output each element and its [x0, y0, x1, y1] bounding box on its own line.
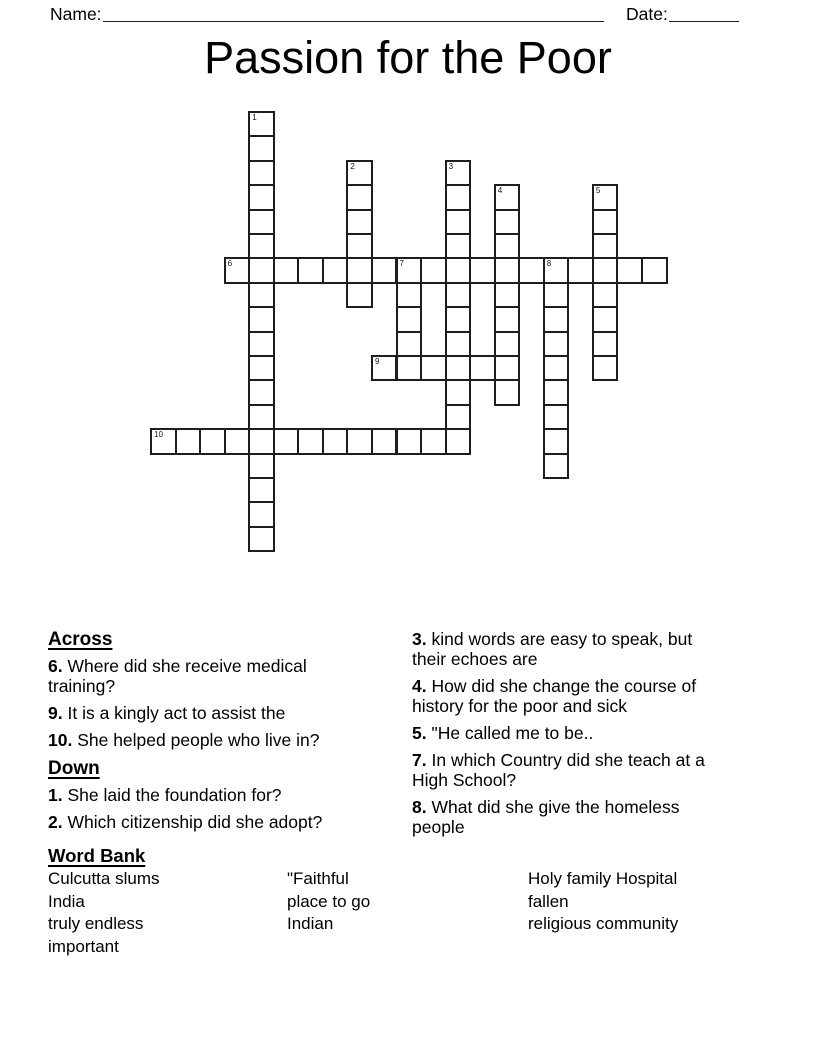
- crossword-cell[interactable]: [445, 160, 472, 186]
- cell-number-label: 9: [374, 357, 380, 366]
- page-title: Passion for the Poor: [204, 32, 612, 83]
- clue-text: It is a kingly act to assist the: [67, 703, 286, 723]
- clues-right-column: [412, 629, 722, 844]
- crossword-cell[interactable]: [322, 428, 349, 454]
- crossword-cell[interactable]: [494, 331, 521, 357]
- word-bank-item: "Faithful: [287, 869, 349, 888]
- clues-left-column: [48, 630, 378, 839]
- crossword-cell[interactable]: [592, 209, 619, 235]
- crossword-cell[interactable]: [445, 282, 472, 308]
- cell-number-label: 7: [399, 259, 404, 269]
- clue-text: "He called me to be..: [431, 723, 594, 743]
- word-bank-item: India: [48, 891, 85, 911]
- clue-text: She laid the foundation for?: [67, 785, 282, 805]
- crossword-cell[interactable]: [224, 257, 251, 283]
- crossword-cell[interactable]: [248, 355, 275, 381]
- crossword-cell[interactable]: [445, 428, 472, 454]
- crossword-cell[interactable]: [494, 257, 521, 283]
- name-label: Name:: [50, 4, 102, 24]
- crossword-cell[interactable]: [346, 233, 373, 259]
- crossword-cell[interactable]: [396, 282, 423, 308]
- crossword-cell[interactable]: [396, 355, 423, 381]
- crossword-cell[interactable]: [445, 209, 472, 235]
- crossword-cell[interactable]: [543, 355, 570, 381]
- crossword-cell[interactable]: [175, 428, 202, 454]
- crossword-cell[interactable]: [248, 501, 275, 527]
- word-bank-item: place to go: [287, 891, 371, 911]
- crossword-cell[interactable]: [273, 257, 300, 283]
- cell-number-label: 4: [497, 186, 503, 196]
- crossword-cell[interactable]: [248, 428, 275, 454]
- clue-number: 5.: [412, 723, 427, 743]
- date-label: Date:: [626, 4, 668, 24]
- crossword-cell[interactable]: [592, 331, 619, 357]
- clue-text: What did she give the homeless people: [412, 797, 680, 837]
- clue-number: 4.: [412, 676, 427, 696]
- crossword-cell[interactable]: [469, 355, 496, 381]
- clue-4: [412, 676, 722, 716]
- clue-number: 7.: [412, 750, 427, 770]
- crossword-cell[interactable]: [248, 160, 275, 186]
- crossword-cell[interactable]: [543, 282, 570, 308]
- crossword-cell[interactable]: [494, 306, 521, 332]
- crossword-cell[interactable]: [592, 355, 619, 381]
- clue-1: [48, 785, 378, 805]
- clue-10: [48, 730, 378, 750]
- crossword-cell[interactable]: [494, 209, 521, 235]
- word-bank-column-3: [528, 868, 678, 936]
- crossword-cell[interactable]: [543, 306, 570, 332]
- crossword-cell[interactable]: [592, 306, 619, 332]
- crossword-cell[interactable]: [543, 379, 570, 405]
- clue-text: Which citizenship did she adopt?: [67, 812, 323, 832]
- clue-number: 2.: [48, 812, 63, 832]
- clue-number: 9.: [48, 703, 63, 723]
- cell-number-label: 3: [448, 161, 454, 171]
- word-bank-item: Holy family Hospital: [528, 869, 678, 888]
- clue-text: She helped people who live in?: [77, 730, 320, 750]
- word-bank-heading: Word Bank: [48, 845, 146, 866]
- crossword-cell[interactable]: [445, 233, 472, 259]
- crossword-cell[interactable]: [199, 428, 226, 454]
- clue-7: [412, 750, 722, 790]
- word-bank-item: important: [48, 936, 119, 956]
- crossword-cell[interactable]: [543, 404, 570, 430]
- crossword-cell[interactable]: [543, 331, 570, 357]
- crossword-cell[interactable]: [248, 526, 275, 552]
- clue-number: 8.: [412, 797, 427, 817]
- crossword-cell[interactable]: [592, 233, 619, 259]
- crossword-cell[interactable]: [248, 453, 275, 479]
- crossword-cell[interactable]: [396, 331, 423, 357]
- clue-9: [48, 703, 378, 723]
- crossword-cell[interactable]: [150, 428, 177, 454]
- word-bank-item: Indian: [287, 914, 334, 934]
- crossword-cell[interactable]: [248, 477, 275, 503]
- crossword-cell[interactable]: [494, 282, 521, 308]
- crossword-cell[interactable]: [518, 257, 545, 283]
- crossword-cell[interactable]: [297, 257, 324, 283]
- crossword-cell[interactable]: [248, 233, 275, 259]
- cell-number-label: 8: [546, 259, 552, 269]
- crossword-cell[interactable]: [592, 257, 619, 283]
- crossword-cell[interactable]: [346, 160, 373, 186]
- crossword-cell[interactable]: [396, 428, 423, 454]
- word-bank-column-1: [48, 868, 159, 958]
- crossword-cell[interactable]: [248, 209, 275, 235]
- crossword-cell[interactable]: [641, 257, 668, 283]
- crossword-cell[interactable]: [494, 184, 521, 210]
- crossword-cell[interactable]: [248, 135, 275, 161]
- word-bank-column-2: [287, 868, 370, 936]
- clue-2: [48, 812, 378, 832]
- cell-number-label: 2: [350, 161, 355, 171]
- word-bank-item: religious community: [528, 914, 679, 934]
- clue-text: In which Country did she teach at a High School?: [412, 750, 705, 790]
- crossword-cell[interactable]: [273, 428, 300, 454]
- word-bank-item: fallen: [528, 891, 569, 911]
- crossword-cell[interactable]: [248, 184, 275, 210]
- crossword-cell[interactable]: [396, 306, 423, 332]
- cell-number-label: 5: [595, 186, 601, 196]
- crossword-cell[interactable]: [445, 184, 472, 210]
- crossword-cell[interactable]: [420, 257, 447, 283]
- word-bank-item: Culcutta slums: [48, 869, 160, 888]
- crossword-cell[interactable]: [224, 428, 251, 454]
- crossword-cell[interactable]: [420, 355, 447, 381]
- crossword-cell[interactable]: [494, 355, 521, 381]
- cell-number-label: 1: [252, 113, 257, 122]
- crossword-cell[interactable]: [346, 209, 373, 235]
- crossword-cell[interactable]: [445, 404, 472, 430]
- crossword-cell[interactable]: [346, 257, 373, 283]
- crossword-cell[interactable]: [420, 428, 447, 454]
- cell-number-label: 10: [154, 430, 163, 440]
- crossword-cell[interactable]: [248, 404, 275, 430]
- crossword-cell[interactable]: [346, 184, 373, 210]
- cell-number-label: 6: [227, 259, 233, 269]
- crossword-cell[interactable]: [445, 257, 472, 283]
- clue-text: Where did she receive medical training?: [48, 656, 307, 696]
- crossword-cell[interactable]: [248, 282, 275, 308]
- crossword-cell[interactable]: [469, 257, 496, 283]
- crossword-cell[interactable]: [567, 257, 594, 283]
- clue-3: [412, 629, 722, 669]
- clue-text: kind words are easy to speak, but their echoes are: [412, 629, 693, 669]
- crossword-cell[interactable]: [494, 233, 521, 259]
- word-bank-item: truly endless: [48, 914, 144, 934]
- clue-number: 6.: [48, 656, 63, 676]
- clue-number: 3.: [412, 629, 427, 649]
- down-heading: Down: [48, 758, 100, 779]
- clue-8: [412, 797, 722, 837]
- crossword-cell[interactable]: [371, 428, 398, 454]
- crossword-cell[interactable]: [371, 355, 398, 381]
- crossword-cell[interactable]: [445, 379, 472, 405]
- clue-number: 10.: [48, 730, 73, 750]
- crossword-cell[interactable]: [543, 453, 570, 479]
- crossword-cell[interactable]: [445, 306, 472, 332]
- crossword-cell[interactable]: [248, 111, 275, 137]
- crossword-cell[interactable]: [445, 331, 472, 357]
- crossword-cell[interactable]: [371, 257, 398, 283]
- crossword-cell[interactable]: [592, 282, 619, 308]
- crossword-cell[interactable]: [248, 331, 275, 357]
- clue-number: 1.: [48, 785, 63, 805]
- crossword-cell[interactable]: [248, 306, 275, 332]
- crossword-cell[interactable]: [445, 355, 472, 381]
- clue-text: How did she change the course of history for the poor and sick: [412, 676, 697, 716]
- crossword-cell[interactable]: [396, 257, 423, 283]
- crossword-cell[interactable]: [248, 379, 275, 405]
- crossword-cell[interactable]: [494, 379, 521, 405]
- crossword-cell[interactable]: [297, 428, 324, 454]
- across-heading: Across: [48, 629, 113, 650]
- crossword-cell[interactable]: [248, 257, 275, 283]
- crossword-cell[interactable]: [592, 184, 619, 210]
- crossword-cell[interactable]: [346, 282, 373, 308]
- clue-6: [48, 656, 378, 696]
- crossword-cell[interactable]: [616, 257, 643, 283]
- clue-5: [412, 723, 722, 743]
- crossword-cell[interactable]: [322, 257, 349, 283]
- crossword-cell[interactable]: [543, 428, 570, 454]
- crossword-cell[interactable]: [346, 428, 373, 454]
- crossword-cell[interactable]: [543, 257, 570, 283]
